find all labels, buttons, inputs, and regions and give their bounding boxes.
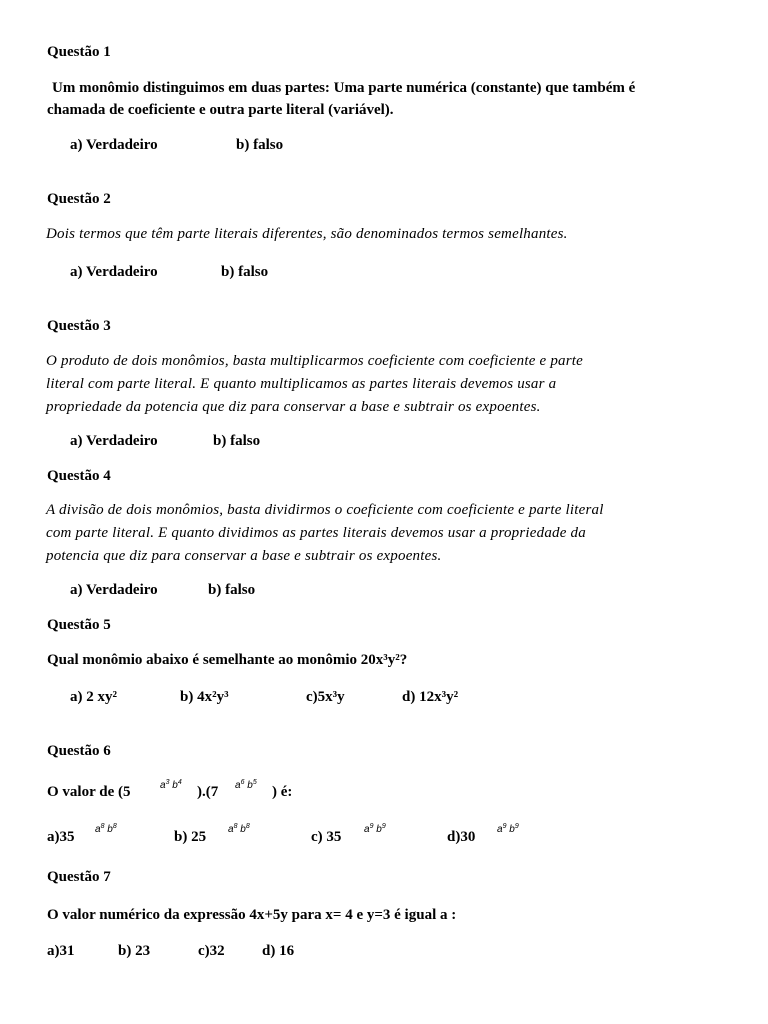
question-5-option-d[interactable]: d) 12x³y² — [402, 689, 459, 705]
question-6-title: Questão 6 — [47, 743, 111, 759]
question-6-expression-1: $a^3$ $b^4$ — [160, 779, 182, 791]
question-5-option-a[interactable]: a) 2 xy² — [70, 689, 117, 705]
question-3-option-a[interactable]: a) Verdadeiro — [70, 433, 158, 449]
question-1-text-line-1: Um monômio distinguimos em duas partes: Uma parte numérica (constante) que também é — [52, 80, 636, 96]
question-4-option-a[interactable]: a) Verdadeiro — [70, 582, 158, 598]
question-6-option-d[interactable]: d)30 — [447, 829, 476, 845]
question-4-text-line-2: com parte literal. E quanto dividimos as partes literais devemos usar a propriedade da — [46, 525, 586, 541]
question-3-title: Questão 3 — [47, 318, 111, 334]
question-2-option-b[interactable]: b) falso — [221, 264, 269, 280]
question-6-option-c-expression: $a^9$ $b^9$ — [364, 823, 386, 835]
question-6-expression-2: $a^6$ $b^5$ — [235, 779, 257, 791]
question-5-title: Questão 5 — [47, 617, 111, 633]
question-6-text-part-3: ) é: — [272, 784, 293, 800]
question-5-option-b[interactable]: b) 4x²y³ — [180, 689, 229, 705]
question-5-text: Qual monômio abaixo é semelhante ao monômio 20x³y²? — [47, 652, 408, 668]
question-2-text-line-1: Dois termos que têm parte literais diferentes, são denominados termos semelhantes. — [46, 226, 568, 242]
question-6-text-part-2: ).(7 — [197, 784, 219, 800]
question-3-option-b[interactable]: b) falso — [213, 433, 261, 449]
question-5-option-c[interactable]: c)5x³y — [306, 689, 345, 705]
question-6-option-c[interactable]: c) 35 — [311, 829, 342, 845]
question-4-title: Questão 4 — [47, 468, 111, 484]
question-7-title: Questão 7 — [47, 869, 111, 885]
question-1-text-line-2: chamada de coeficiente e outra parte literal (variável). — [47, 102, 394, 118]
question-6-option-b-expression: $a^8$ $b^8$ — [228, 823, 250, 835]
question-4-text-line-3: potencia que diz para conservar a base e subtrair os expoentes. — [46, 548, 442, 564]
question-6-option-d-expression: $a^9$ $b^9$ — [497, 823, 519, 835]
question-3-text-line-3: propriedade da potencia que diz para conservar a base e subtrair os expoentes. — [46, 399, 541, 415]
question-4-option-b[interactable]: b) falso — [208, 582, 256, 598]
question-4-text-line-1: A divisão de dois monômios, basta dividirmos o coeficiente com coeficiente e parte literal — [46, 502, 604, 518]
question-2-option-a[interactable]: a) Verdadeiro — [70, 264, 158, 280]
question-7-option-a[interactable]: a)31 — [47, 943, 75, 959]
question-3-text-line-1: O produto de dois monômios, basta multiplicarmos coeficiente com coeficiente e parte — [46, 353, 583, 369]
question-6-option-a-expression: $a^8$ $b^8$ — [95, 823, 117, 835]
question-1-option-b[interactable]: b) falso — [236, 137, 284, 153]
question-2-title: Questão 2 — [47, 191, 111, 207]
question-1-title: Questão 1 — [47, 44, 111, 60]
question-3-text-line-2: literal com parte literal. E quanto multiplicamos as partes literais devemos usar a — [46, 376, 557, 392]
question-7-option-d[interactable]: d) 16 — [262, 943, 295, 959]
question-7-option-b[interactable]: b) 23 — [118, 943, 151, 959]
question-6-option-a[interactable]: a)35 — [47, 829, 75, 845]
question-6-text-part-1: O valor de (5 — [47, 784, 131, 800]
question-6-option-b[interactable]: b) 25 — [174, 829, 207, 845]
question-1-option-a[interactable]: a) Verdadeiro — [70, 137, 158, 153]
question-7-option-c[interactable]: c)32 — [198, 943, 225, 959]
question-7-text: O valor numérico da expressão 4x+5y para x= 4 e y=3 é igual a : — [47, 907, 457, 923]
